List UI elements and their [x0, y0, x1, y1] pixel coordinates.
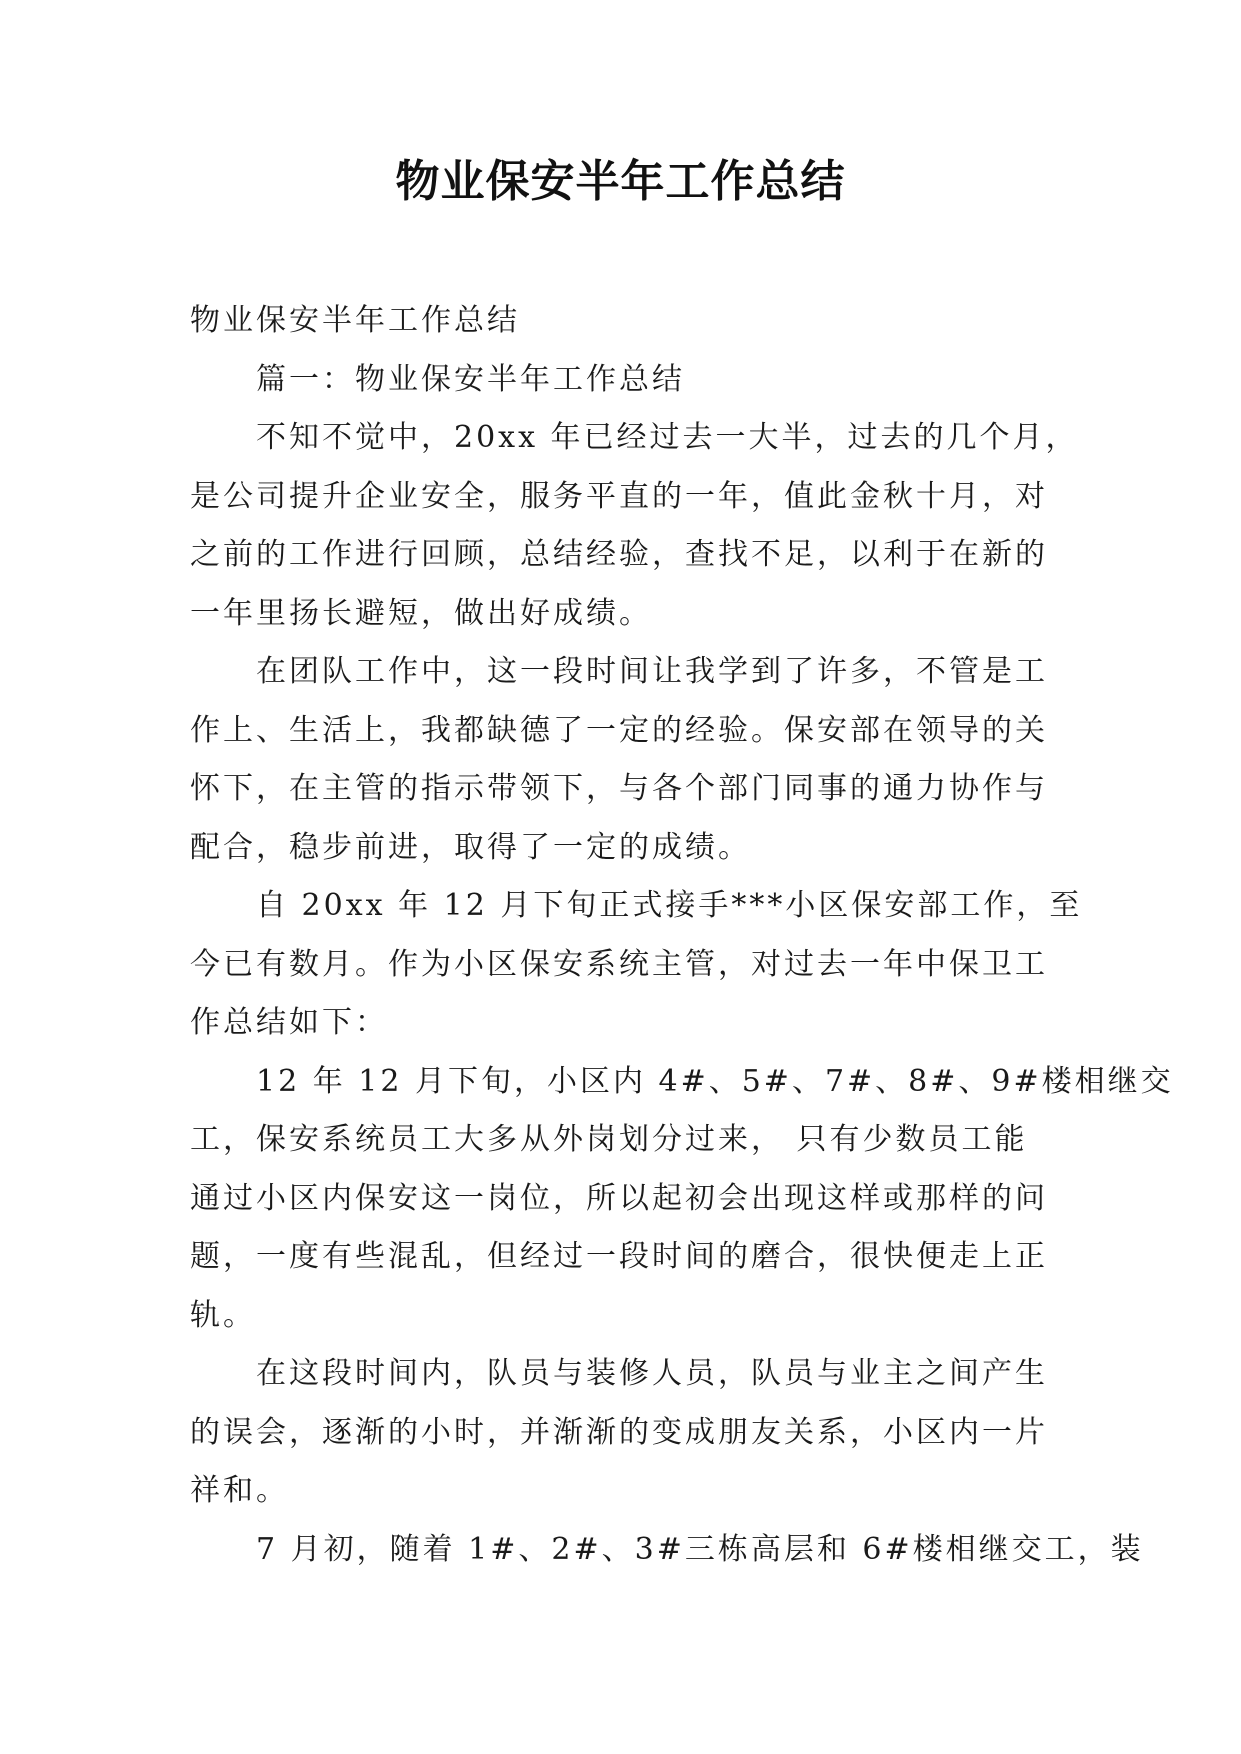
text-line: 作上、生活上，我都缺德了一定的经验。保安部在领导的关	[190, 712, 1048, 748]
text-line: 一年里扬长避短，做出好成绩。	[190, 595, 652, 631]
text-line: 物业保安半年工作总结	[190, 303, 520, 338]
text-line: 12 年 12 月下旬，小区内 4#、5#、7#、8#、9#楼相继交	[256, 1063, 1174, 1099]
text-line: 工，保安系统员工大多从外岗划分过来， 只有少数员工能	[190, 1122, 1028, 1157]
text-line: 7 月初，随着 1#、2#、3#三栋高层和 6#楼相继交工，装	[256, 1531, 1144, 1567]
text-line: 自 20xx 年 12 月下旬正式接手***小区保安部工作，至	[256, 888, 1083, 923]
text-line: 在团队工作中，这一段时间让我学到了许多，不管是工	[256, 654, 1048, 689]
text-line: 今已有数月。作为小区保安系统主管，对过去一年中保卫工	[190, 946, 1048, 982]
text-line: 之前的工作进行回顾，总结经验，查找不足，以利于在新的	[190, 537, 1048, 572]
text-line: 是公司提升企业安全，服务平直的一年，值此金秋十月，对	[190, 478, 1048, 514]
text-line: 祥和。	[190, 1473, 289, 1508]
document-title: 物业保安半年工作总结	[395, 156, 846, 207]
text-line: 怀下，在主管的指示带领下，与各个部门同事的通力协作与	[190, 771, 1048, 806]
text-line: 不知不觉中，20xx 年已经过去一大半，过去的几个月，	[256, 420, 1079, 455]
text-line: 通过小区内保安这一岗位，所以起初会出现这样或那样的问	[190, 1180, 1048, 1216]
text-line: 在这段时间内，队员与装修人员，队员与业主之间产生	[256, 1356, 1048, 1391]
text-line: 配合，稳步前进，取得了一定的成绩。	[190, 829, 751, 865]
text-line: 轨。	[190, 1297, 256, 1333]
text-line: 篇一：物业保安半年工作总结	[256, 361, 685, 397]
text-line: 题，一度有些混乱，但经过一段时间的磨合，很快便走上正	[190, 1239, 1048, 1274]
text-line: 的误会，逐渐的小时，并渐渐的变成朋友关系，小区内一片	[190, 1414, 1048, 1450]
document-body	[190, 292, 1174, 1579]
text-line: 作总结如下：	[190, 1005, 388, 1040]
